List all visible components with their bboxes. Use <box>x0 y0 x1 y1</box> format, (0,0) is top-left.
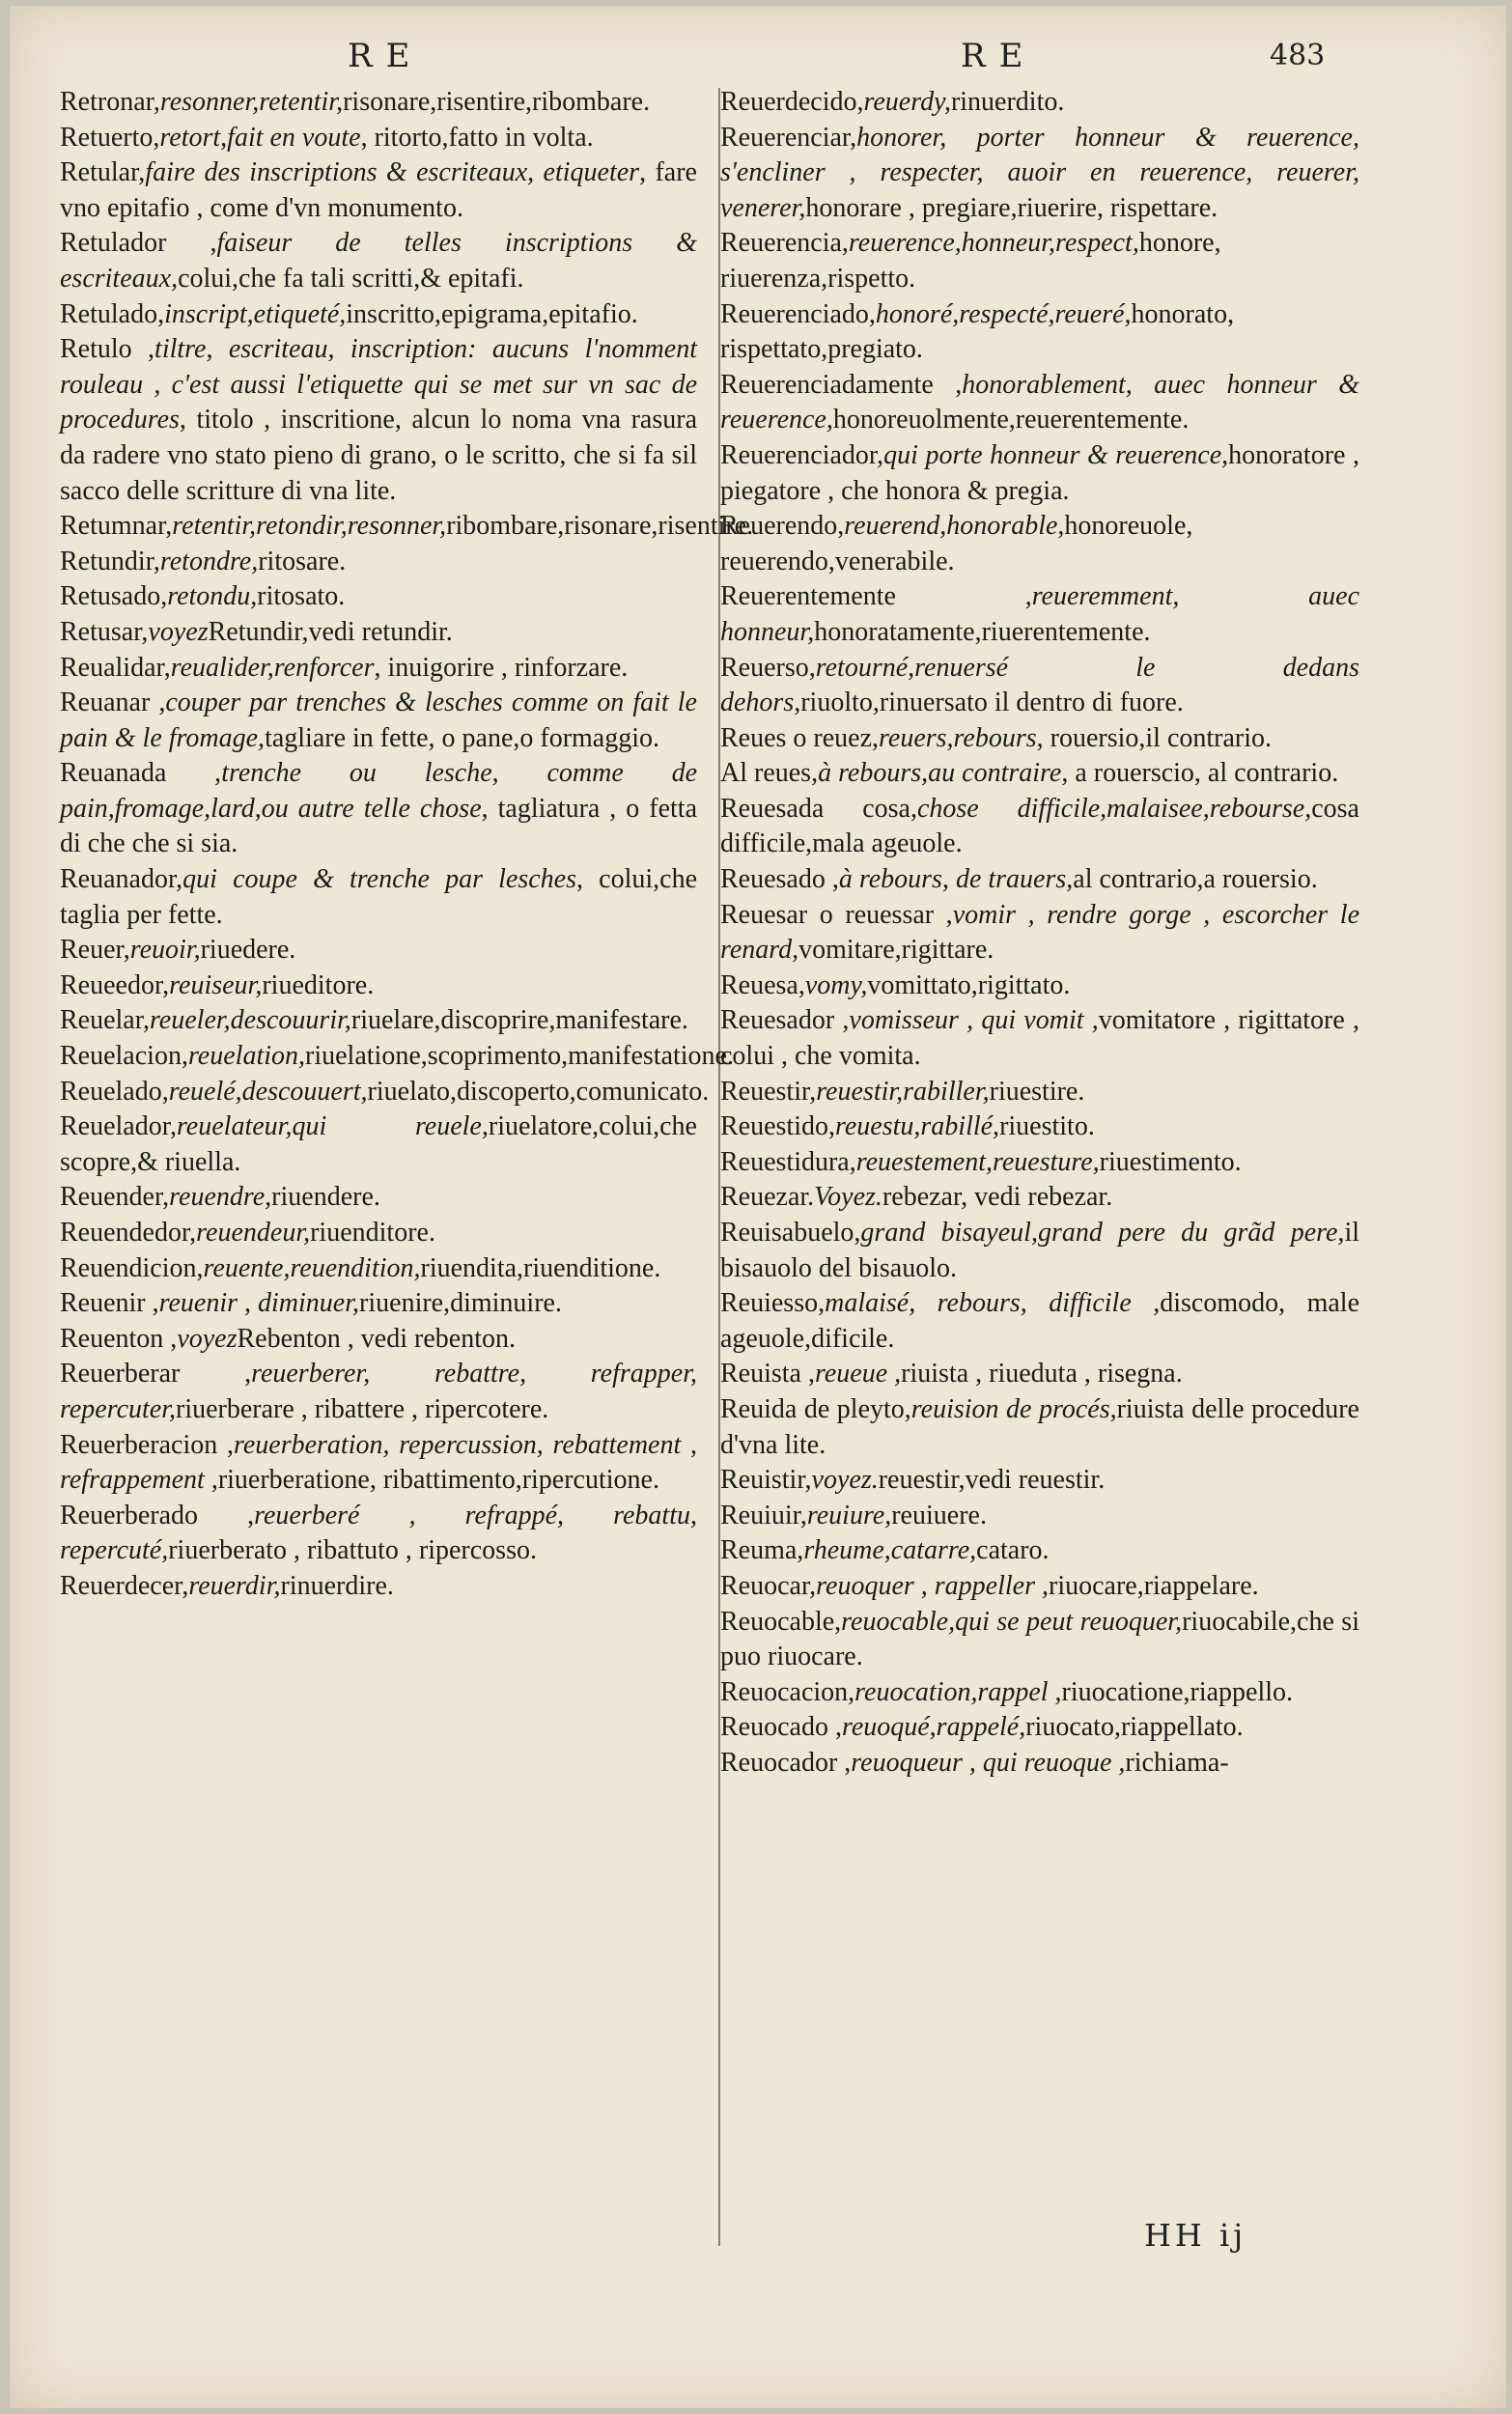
entry-french: retourné,renuersé le dedans dehors, <box>720 652 1359 718</box>
entry-headword: Reuerenciadamente , <box>720 369 963 400</box>
entry-headword: Retusado, <box>60 581 168 612</box>
dictionary-entry <box>720 1499 1359 1534</box>
entry-french: reuocation,rappel , <box>854 1676 1062 1707</box>
entry-italian: rebezar, vedi rebezar. <box>882 1182 1113 1213</box>
entry-headword: Reuelacion, <box>60 1041 188 1072</box>
entry-french: tiltre, escriteau, inscription: aucuns l'nomment rouleau , c'est aussi l'etiquette qui se met sur vn sac de procedures <box>60 334 697 435</box>
dictionary-entry <box>60 933 697 968</box>
entry-french: trenche ou lesche, comme de pain,fromage,lard,ou autre telle chose <box>60 758 697 824</box>
dictionary-entry <box>720 1533 1359 1569</box>
entry-french: reueremment, auec honneur, <box>720 581 1359 647</box>
entry-italian: ritosare. <box>258 546 347 576</box>
dictionary-entry <box>720 1216 1359 1286</box>
dictionary-entry <box>720 1145 1359 1181</box>
entry-headword: Reuendedor, <box>60 1218 197 1248</box>
entry-italian: honoratore , piegatore , che honora & pregia. <box>720 439 1359 506</box>
dictionary-entry <box>60 1357 697 1427</box>
entry-italian: il bisauolo del bisauolo. <box>720 1218 1359 1283</box>
entry-italian: riuocare,riappelare. <box>1049 1570 1259 1601</box>
dictionary-entry <box>720 792 1359 862</box>
entry-headword: Reuezar. <box>720 1182 815 1213</box>
entry-french: voyez <box>177 1323 238 1354</box>
entry-italian: al contrario,a rouersio. <box>1073 864 1318 895</box>
dictionary-entry <box>720 1569 1359 1605</box>
dictionary-entry <box>60 155 697 226</box>
entry-italian: honoratamente,riuerentemente. <box>814 616 1151 647</box>
entry-french: reuestu,rabillé, <box>835 1111 1000 1142</box>
dictionary-entry <box>720 1357 1359 1392</box>
entry-french: reuelé,descouuert, <box>168 1076 368 1107</box>
dictionary-entry <box>60 1251 697 1287</box>
entry-italian: , fare vno epitafio , come d'vn monumento. <box>60 157 697 223</box>
entry-italian: riuista delle procedure d'vna lite. <box>720 1393 1359 1460</box>
entry-headword: Reuerencia, <box>720 228 849 259</box>
entry-headword: Reuelado, <box>60 1076 169 1107</box>
dictionary-entry <box>720 509 1359 579</box>
entry-italian: riuelatione,scoprimento,manifestatione. <box>305 1041 734 1072</box>
entry-headword: Reuida de pleyto, <box>720 1393 911 1424</box>
entry-french: retentir,retondir,resonner, <box>172 511 447 542</box>
entry-headword: Reuocacion, <box>720 1676 855 1707</box>
entry-headword: Retusar, <box>60 616 149 647</box>
dictionary-entry <box>720 1003 1359 1074</box>
entry-italian: honore, riuerenza,rispetto. <box>720 228 1221 294</box>
entry-italian: colui,che fa tali scritti,& epitafi. <box>178 263 524 294</box>
dictionary-entry <box>60 686 697 756</box>
entry-headword: Retulado, <box>60 298 165 329</box>
entry-italian: riuocatione,riappello. <box>1061 1676 1294 1707</box>
entry-italian: riuestire. <box>989 1076 1085 1107</box>
signature-mark: HH ij <box>1144 2217 1247 2254</box>
entry-italian: , tagliatura , o fetta di che che si sia. <box>60 793 697 859</box>
entry-italian: , inuigorire , rinforzare. <box>374 652 629 683</box>
dictionary-entry <box>720 1746 1359 1782</box>
entry-headword: Retuerto, <box>60 122 160 153</box>
dictionary-entry <box>60 1286 697 1322</box>
entry-italian: honorare , pregiare,riuerire, rispettare. <box>805 192 1218 223</box>
entry-italian: riuedere. <box>200 935 296 966</box>
dictionary-entry <box>60 756 697 862</box>
right-column <box>720 85 1359 1782</box>
dictionary-entry <box>720 121 1359 227</box>
entry-french: reuendeur, <box>196 1218 311 1248</box>
entry-french: honorablement, auec honneur & reuerence, <box>720 369 1359 435</box>
entry-italian: riuenire,diminuire. <box>359 1288 562 1319</box>
entry-french: reuerence,honneur,respect, <box>848 228 1139 259</box>
entry-french: reuelateur,qui reuele, <box>176 1111 489 1142</box>
dictionary-entry <box>60 1322 697 1358</box>
entry-italian: ritosato. <box>257 581 346 612</box>
entry-headword: Reuocador , <box>720 1747 852 1778</box>
entry-italian: reuiuere. <box>891 1500 987 1530</box>
entry-headword: Retundir, <box>60 546 160 576</box>
dictionary-entry <box>720 1463 1359 1499</box>
entry-headword: Reuelar, <box>60 1005 150 1036</box>
entry-italian: , colui,che taglia per fette. <box>60 864 697 930</box>
entry-french: reuente,reuendition, <box>203 1252 421 1283</box>
entry-headword: Reuma, <box>720 1535 804 1566</box>
entry-french: malaisé, rebours, difficile , <box>825 1288 1161 1319</box>
dictionary-entry <box>60 862 697 933</box>
dictionary-entry <box>720 368 1359 438</box>
dictionary-entry <box>60 545 697 580</box>
entry-headword: Reuistir, <box>720 1465 812 1496</box>
entry-italian: riuelatore,colui,che scopre,& riuella. <box>60 1111 697 1177</box>
entry-headword: Reuender, <box>60 1182 170 1213</box>
entry-french: vomir , rendre gorge , escorcher le renard, <box>720 899 1359 966</box>
entry-headword: Reuesado , <box>720 864 839 895</box>
entry-italian: riuestito. <box>999 1111 1095 1142</box>
dictionary-entry <box>60 1428 697 1499</box>
entry-french: reuerdir, <box>188 1570 281 1601</box>
entry-headword: Reuerberacion , <box>60 1429 234 1460</box>
dictionary-entry <box>720 1180 1359 1216</box>
dictionary-entry <box>60 1075 710 1110</box>
entry-french: reuocable,qui se peut reuoquer, <box>841 1606 1183 1637</box>
entry-italian: , titolo , inscritione, alcun lo noma vna rasura da radere vno stato pieno di grano, o le scritto, che si fa sil sacco delle scritture di vna lite. <box>60 405 697 506</box>
entry-headword: Reuerentemente , <box>720 581 1032 612</box>
entry-french: resonner,retentir, <box>159 87 344 117</box>
dictionary-entry <box>720 1675 1359 1711</box>
entry-italian: riueditore. <box>262 969 375 1000</box>
entry-french: reuiure, <box>806 1500 892 1530</box>
running-head-right: RE <box>961 37 1037 75</box>
dictionary-entry <box>60 332 697 509</box>
entry-italian: riuolto,rinuersato il dentro di fuore. <box>800 688 1184 718</box>
dictionary-entry <box>720 1109 1359 1145</box>
entry-headword: Reuerenciador, <box>720 439 884 470</box>
dictionary-entry <box>60 968 697 1004</box>
entry-french: couper par trenches & lesches comme on fait le pain & le fromage, <box>60 688 697 753</box>
entry-headword: Reuerenciado, <box>720 298 876 329</box>
entry-italian: vomitare,rigittare. <box>798 935 994 966</box>
dictionary-entry <box>720 1392 1359 1463</box>
entry-italian: riuerberato , ribattuto , ripercosso. <box>168 1535 537 1566</box>
entry-headword: Reuestidura, <box>720 1146 856 1177</box>
entry-french: reuenir , diminuer, <box>158 1288 360 1319</box>
entry-italian: tagliare in fette, o pane,o formaggio. <box>265 722 660 753</box>
dictionary-page <box>10 6 1506 2408</box>
entry-headword: Reuista , <box>720 1359 815 1389</box>
dictionary-entry <box>60 1569 697 1605</box>
dictionary-entry <box>720 297 1359 368</box>
entry-headword: Reuiesso, <box>720 1288 826 1319</box>
entry-headword: Reuerendo, <box>720 511 845 542</box>
entry-french: voyez. <box>811 1465 879 1496</box>
dictionary-entry <box>720 1075 1359 1110</box>
entry-headword: Reuerdecer, <box>60 1570 189 1601</box>
entry-headword: Reuestir, <box>720 1076 817 1107</box>
entry-headword: Reuerdecido, <box>720 87 864 117</box>
dictionary-entry <box>60 615 697 651</box>
dictionary-entry <box>60 509 754 545</box>
entry-italian: , a rouerscio, al contrario. <box>1061 758 1339 789</box>
dictionary-entry <box>60 297 697 333</box>
entry-headword: Retronar, <box>60 87 160 117</box>
entry-french: faiseur de telles inscriptions & escriteaux, <box>60 228 697 294</box>
entry-italian: , ritorto,fatto in volta. <box>360 122 594 153</box>
entry-french: reuendre, <box>169 1182 272 1213</box>
entry-french: retort,fait en voute <box>159 122 361 153</box>
entry-italian: richiama- <box>1125 1747 1229 1778</box>
entry-italian: riuendere. <box>271 1182 380 1213</box>
entry-italian: discomodo, male ageuole,dificile. <box>720 1288 1359 1354</box>
entry-italian: riuerberare , ribattere , ripercotere. <box>176 1393 549 1424</box>
entry-headword: Reuenton , <box>60 1323 178 1354</box>
entry-italian: riuerberatione, ribattimento,ripercutione. <box>217 1465 659 1496</box>
entry-italian: , rouersio,il contrario. <box>1036 722 1273 753</box>
dictionary-entry <box>720 862 1359 898</box>
entry-headword: Al reues, <box>720 758 819 789</box>
entry-headword: Reualidar, <box>60 652 171 683</box>
entry-french: reuoqueur , qui reuoque , <box>851 1747 1126 1778</box>
entry-french: retondre, <box>159 546 259 576</box>
dictionary-entry <box>720 721 1359 757</box>
dictionary-entry <box>60 579 697 615</box>
entry-headword: Reuenir , <box>60 1288 159 1319</box>
entry-french: voyez <box>148 616 209 647</box>
entry-french: honoré,respecté,reueré, <box>875 298 1132 329</box>
entry-italian: honoreuolmente,reuerentemente. <box>832 405 1190 435</box>
entry-headword: Reuelador, <box>60 1111 177 1142</box>
dictionary-entry <box>60 85 697 121</box>
entry-french: à rebours,au contraire <box>818 758 1062 789</box>
dictionary-entry <box>60 1180 697 1216</box>
entry-french: vomisseur , qui vomit , <box>849 1005 1099 1036</box>
entry-italian: riuocabile,che si puo riuocare. <box>720 1606 1359 1672</box>
entry-italian: vomittato,rigittato. <box>867 969 1071 1000</box>
entry-headword: Reuocado , <box>720 1712 842 1743</box>
entry-french: reuestement,reuesture, <box>855 1146 1100 1177</box>
dictionary-entry <box>720 898 1359 968</box>
entry-italian: rinuerdito. <box>950 87 1065 117</box>
entry-french: reuerberation, repercussion, rebattement , refrappement , <box>60 1429 697 1496</box>
entry-french: reuerend,honorable, <box>844 511 1065 542</box>
entry-italian: inscritto,epigrama,epitafio. <box>346 298 638 329</box>
entry-french: qui coupe & trenche par lesches <box>182 864 576 895</box>
entry-french: reuerberer, rebattre, refrapper, repercuter, <box>60 1359 697 1424</box>
entry-french: reualider,renforcer <box>170 652 375 683</box>
entry-headword: Reuerberar , <box>60 1359 252 1389</box>
entry-headword: Retulo , <box>60 334 155 365</box>
entry-headword: Reuisabuelo, <box>720 1218 861 1248</box>
dictionary-entry <box>60 651 697 687</box>
dictionary-entry <box>720 968 1359 1004</box>
dictionary-entry <box>720 85 1359 121</box>
entry-italian: cosa difficile,mala ageuole. <box>720 793 1359 859</box>
entry-italian: honoreuole, reuerendo,venerabile. <box>720 511 1193 576</box>
entry-french: reuelation, <box>187 1041 306 1072</box>
entry-headword: Reuerberado , <box>60 1500 255 1530</box>
entry-french: reueler,descouurir, <box>149 1005 351 1036</box>
entry-french: reuerdy, <box>863 87 951 117</box>
left-column <box>60 85 754 1605</box>
page-number: 483 <box>1270 39 1326 72</box>
entry-french: retondu, <box>167 581 258 612</box>
dictionary-entry <box>720 1605 1359 1675</box>
entry-french: rheume,catarre, <box>803 1535 977 1566</box>
entry-headword: Reuesada cosa, <box>720 793 917 824</box>
entry-french: grand bisayeul,grand pere du grãd pere, <box>860 1218 1345 1248</box>
entry-headword: Reues o reuez, <box>720 722 880 753</box>
entry-headword: Reuiuir, <box>720 1500 807 1530</box>
entry-italian: ribombare,risonare,risentire. <box>446 511 754 542</box>
entry-italian: riuista , riueduta , risegna. <box>901 1359 1183 1389</box>
dictionary-entry <box>60 1499 697 1569</box>
entry-french: reuers,rebours <box>879 722 1037 753</box>
entry-french: reuoir, <box>129 935 201 966</box>
running-head-left: RE <box>348 37 424 75</box>
entry-french: reueue , <box>815 1359 902 1389</box>
entry-french: qui porte honneur & reuerence, <box>883 439 1229 470</box>
entry-italian: Retundir,vedi retundir. <box>208 616 453 647</box>
entry-french: reuestir,rabiller, <box>816 1076 990 1107</box>
entry-italian: reuestir,vedi reuestir. <box>878 1465 1106 1496</box>
dictionary-entry <box>720 756 1359 792</box>
dictionary-entry <box>60 1003 697 1039</box>
dictionary-entry <box>60 121 697 156</box>
entry-italian: cataro. <box>976 1535 1050 1566</box>
entry-french: chose difficile,malaisee,rebourse, <box>916 793 1312 824</box>
entry-french: reuerberé , refrappé, rebattu, repercuté, <box>60 1500 697 1566</box>
entry-french: Voyez. <box>814 1182 882 1213</box>
entry-headword: Reuer, <box>60 935 130 966</box>
entry-italian: honorato, rispettato,pregiato. <box>720 298 1235 365</box>
entry-french: reuoquer , rappeller , <box>816 1570 1049 1601</box>
entry-headword: Retulador , <box>60 228 217 259</box>
dictionary-entry <box>720 226 1359 296</box>
dictionary-entry <box>60 1216 697 1251</box>
entry-headword: Retular, <box>60 157 146 188</box>
entry-italian: riuelare,discoprire,manifestare. <box>350 1005 688 1036</box>
entry-headword: Reuerenciar, <box>720 122 857 153</box>
entry-headword: Reuanada , <box>60 758 222 789</box>
entry-italian: rinuerdire. <box>280 1570 394 1601</box>
entry-french: à rebours, de trauers, <box>838 864 1074 895</box>
dictionary-entry <box>720 1286 1359 1357</box>
entry-headword: Reueedor, <box>60 969 170 1000</box>
entry-headword: Reuerso, <box>720 652 816 683</box>
entry-headword: Reuanar , <box>60 688 166 718</box>
dictionary-entry <box>60 1109 697 1180</box>
entry-french: honorer, porter honneur & reuerence, s'encliner , respecter, auoir en reuerence, reuerer, venerer, <box>720 122 1359 223</box>
dictionary-entry <box>720 438 1359 509</box>
entry-headword: Reuendicion, <box>60 1252 204 1283</box>
entry-headword: Reuesa, <box>720 969 805 1000</box>
entry-french: faire des inscriptions & escriteaux, etiqueter <box>145 157 640 188</box>
entry-headword: Reuanador, <box>60 864 183 895</box>
entry-italian: riuendita,riuenditione. <box>420 1252 661 1283</box>
entry-french: vomy, <box>804 969 868 1000</box>
entry-italian: risonare,risentire,ribombare. <box>343 87 651 117</box>
entry-italian: riuocato,riappellato. <box>1025 1712 1244 1743</box>
dictionary-entry <box>720 1710 1359 1746</box>
dictionary-entry <box>720 579 1359 650</box>
entry-italian: vomitatore , rigittatore , colui , che vomita. <box>720 1005 1360 1072</box>
entry-french: reuoqué,rappelé, <box>841 1712 1026 1743</box>
entry-italian: riuestimento. <box>1099 1146 1242 1177</box>
dictionary-entry <box>60 226 697 296</box>
entry-italian: Rebenton , vedi rebenton. <box>237 1323 516 1354</box>
entry-french: reuision de procés, <box>910 1393 1117 1424</box>
entry-french: inscript,etiqueté, <box>164 298 347 329</box>
entry-italian: riuenditore. <box>310 1218 435 1248</box>
entry-italian: riuelato,discoperto,comunicato. <box>367 1076 710 1107</box>
entry-headword: Reuestido, <box>720 1111 835 1142</box>
dictionary-entry <box>60 1039 734 1075</box>
entry-headword: Reuesar o reuessar , <box>720 899 953 930</box>
dictionary-entry <box>720 651 1359 721</box>
entry-headword: Reuocable, <box>720 1606 842 1637</box>
entry-headword: Reuocar, <box>720 1570 817 1601</box>
entry-french: reuiseur, <box>169 969 263 1000</box>
entry-headword: Retumnar, <box>60 511 173 542</box>
entry-headword: Reuesador , <box>720 1005 850 1036</box>
